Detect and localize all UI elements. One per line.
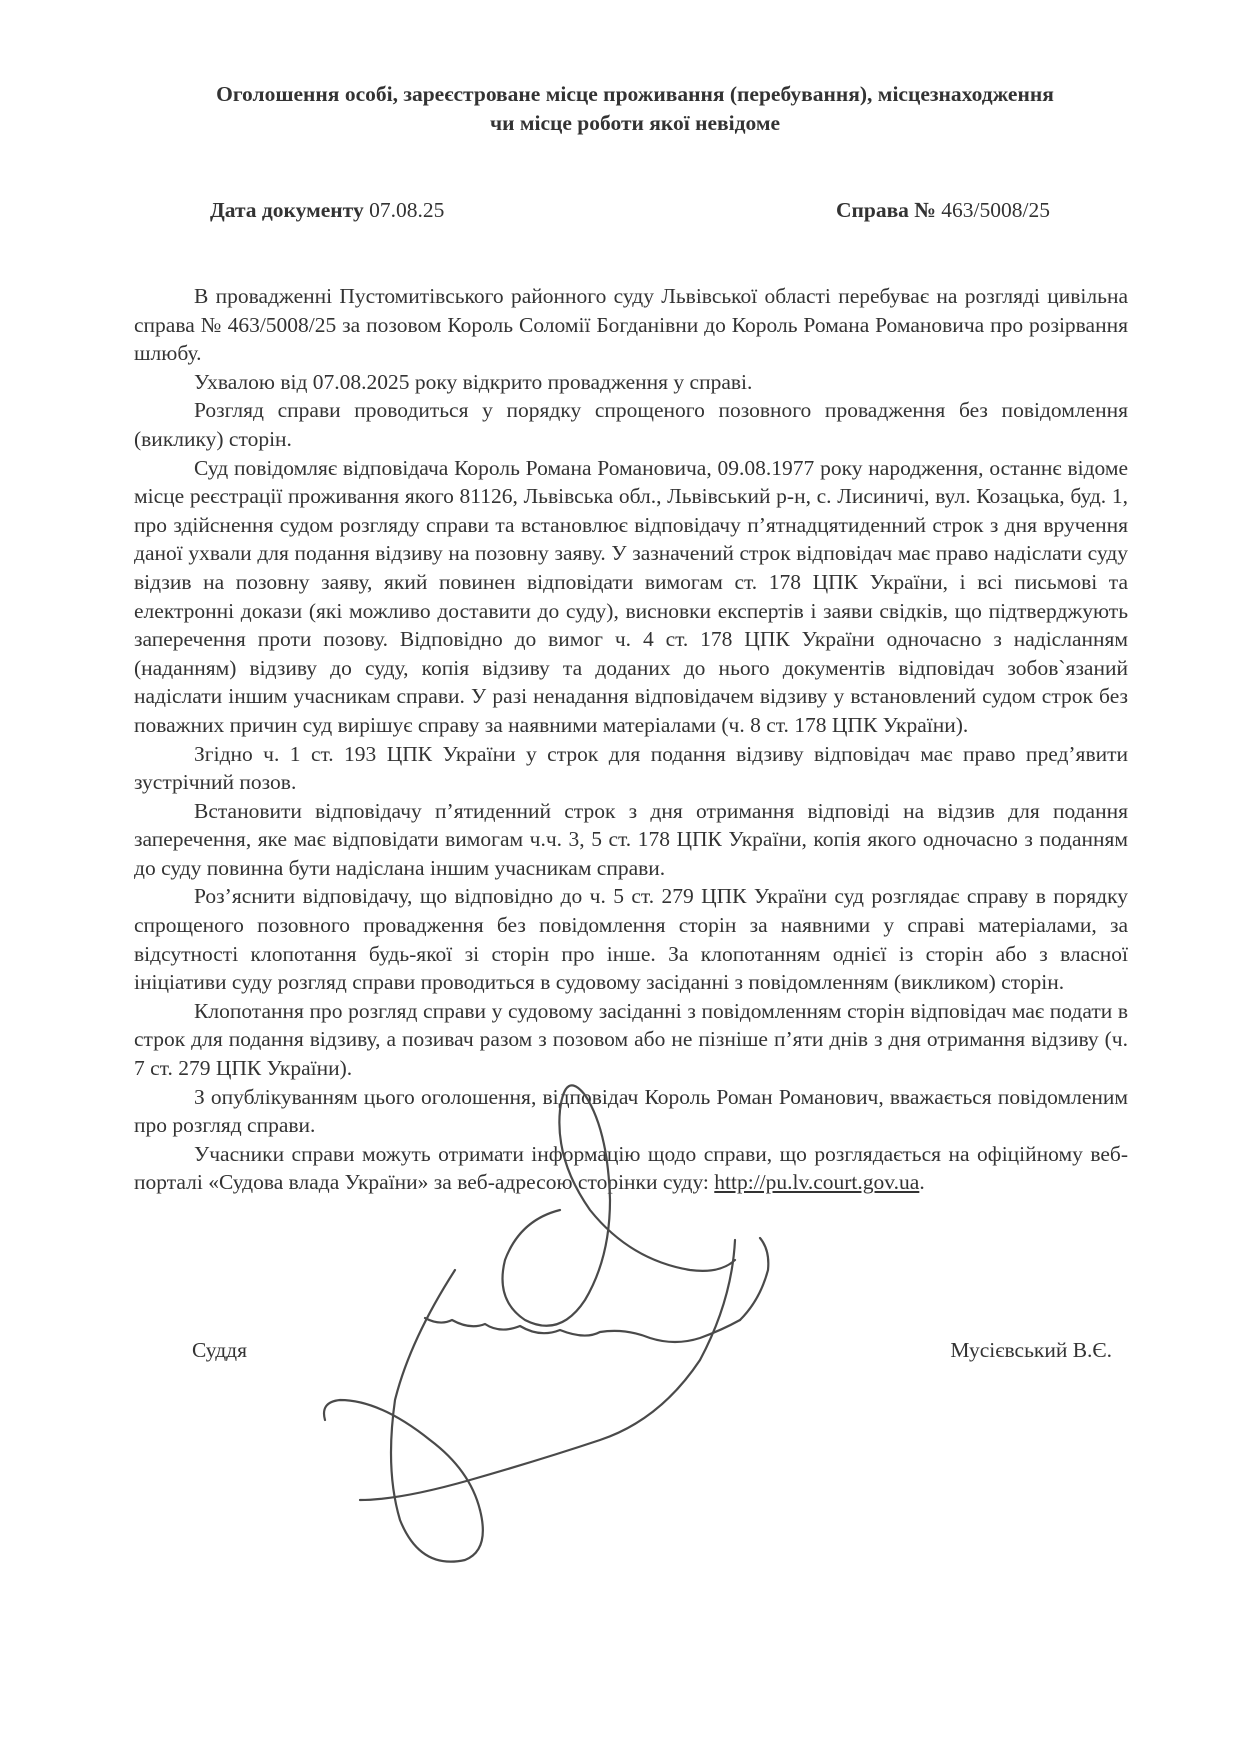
case-value: 463/5008/25 — [941, 198, 1050, 222]
case-number — [836, 196, 1050, 224]
paragraph-proceedings: В провадженні Пустомитівського районного суду Львівської області перебуває на розгляді цивільна справа № 463/5008/25 за позовом Король Соломії Богданівни до Король Романа Романовича про розірвання шлюбу. — [134, 284, 1128, 366]
document-date — [210, 196, 444, 224]
paragraph-procedure: Розгляд справи проводиться у порядку спрощеного позовного провадження без повідомлення (виклику) сторін. — [134, 398, 1128, 451]
case-label: Справа № — [835, 198, 936, 222]
paragraph-objection: Встановити відповідачу п’ятиденний строк з дня отримання відповіді на відзив для подання заперечення, яке має відповідати вимогам ч.ч. 3, 5 ст. 178 ЦПК України, копія якого одночасно з поданням до суду повинна бути надіслана іншим учасникам справи. — [134, 798, 1128, 880]
title-line-1: Оголошення особі, зареєстроване місце проживання (перебування), місцезнаходження — [216, 82, 1054, 106]
paragraph-explanation: Роз’яснити відповідачу, що відповідно до ч. 5 ст. 279 ЦПК України суд розглядає справу в порядку спрощеного позовного провадження без повідомлення сторін за наявними у справі матеріалами, за відсутності клопотання будь-якої зі сторін про інше. За клопотанням однієї із сторін або з власної ініціативи суду розгляд справи проводиться в судовому засіданні з повідомленням (викликом) сторін. — [134, 884, 1128, 995]
paragraph-publication: З опублікуванням цього оголошення, відповідач Король Роман Романович, вважається повідомленим про розгляд справи. — [134, 1084, 1128, 1138]
paragraph-info — [134, 1140, 1128, 1197]
court-url-link[interactable]: http://pu.lv.court.gov.ua — [714, 1170, 920, 1195]
date-label: Дата документу — [210, 198, 364, 222]
paragraph-counterclaim: Згідно ч. 1 ст. 193 ЦПК України у строк для подання відзиву відповідач має право пред’явити зустрічний позов. — [134, 741, 1128, 795]
paragraph-motion: Клопотання про розгляд справи у судовому засіданні з повідомленням сторін відповідач має подати в строк для подання відзиву, а позивач разом з позовом або не пізніше п’яти днів з дня отримання відзиву (ч. 7 ст. 279 ЦПК України). — [134, 998, 1128, 1081]
date-value: 07.08.25 — [369, 198, 445, 222]
document-title — [140, 80, 1130, 138]
judge-name: Мусієвський В.Є. — [950, 1338, 1112, 1362]
document-body — [134, 282, 1128, 1197]
paragraph-info-end: . — [919, 1170, 925, 1195]
paragraph-notice: Суд повідомляє відповідача Король Романа Романовича, 09.08.1977 року народження, останнє відоме місце реєстрації проживання якого 81126, Львівська обл., Львівський р-н, с. Лисиничі, вул. Козацька, буд. 1, про здійснення судом розгляду справи та встановлює відповідачу п’ятнадцятиденний строк з дня вручення даної ухвали для подання відзиву на позовну заяву. У зазначений строк відповідач має право надіслати суду відзив на позовну заяву, який повинен відповідати вимогам ст. 178 ЦПК України, і всі письмові та електронні докази (які можливо доставити до суду), висновки експертів і заяви свідків, що підтверджують заперечення проти позову. Відповідно до вимог ч. 4 ст. 178 ЦПК України одночасно з надісланням (наданням) відзиву до суду, копія відзиву та доданих до нього документів відповідач зобов`язаний надіслати іншим учасникам справи. У разі ненадання відповідачем відзиву у встановлений судом строк без поважних причин суд вирішує справу за наявними матеріалами (ч. 8 ст. 178 ЦПК України). — [134, 455, 1128, 737]
paragraph-ruling: Ухвалою від 07.08.2025 року відкрито провадження у справі. — [194, 369, 753, 394]
judge-label: Суддя — [192, 1338, 247, 1362]
paragraph-info-text: Учасники справи можуть отримати інформацію щодо справи, що розглядається на офіційному веб-порталі «Судова влада України» за веб-адресою сторінки суду: — [134, 1141, 1128, 1195]
title-line-2: чи місце роботи якої невідоме — [489, 111, 781, 135]
